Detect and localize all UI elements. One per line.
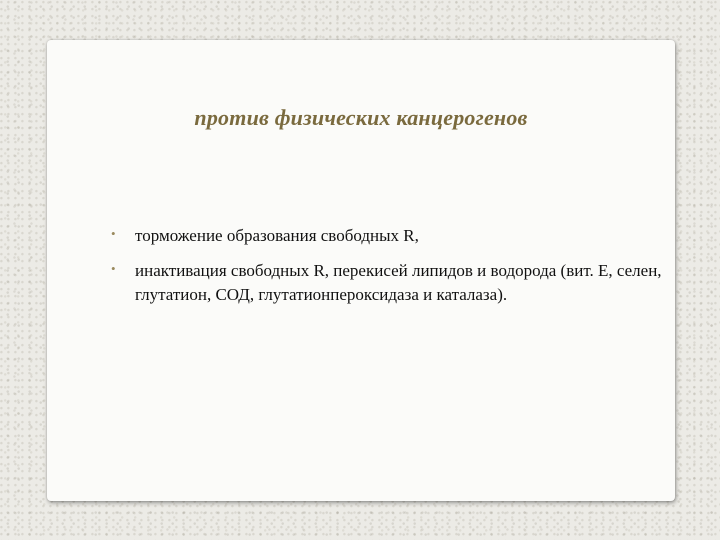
slide-card <box>47 40 675 501</box>
list-item <box>111 224 720 248</box>
slide-title: против физических канцерогенов <box>194 105 528 130</box>
list-item-text: инактивация свободных R, перекисей липидов и водорода (вит. Е, селен, глутатион, СОД, глутатионпероксидаза и каталаза). <box>135 261 662 304</box>
bullet-icon: • <box>111 261 116 276</box>
bullet-list <box>111 224 720 318</box>
list-item <box>111 259 720 307</box>
bullet-icon: • <box>111 226 116 241</box>
list-item-text: торможение образования свободных R, <box>135 226 419 245</box>
